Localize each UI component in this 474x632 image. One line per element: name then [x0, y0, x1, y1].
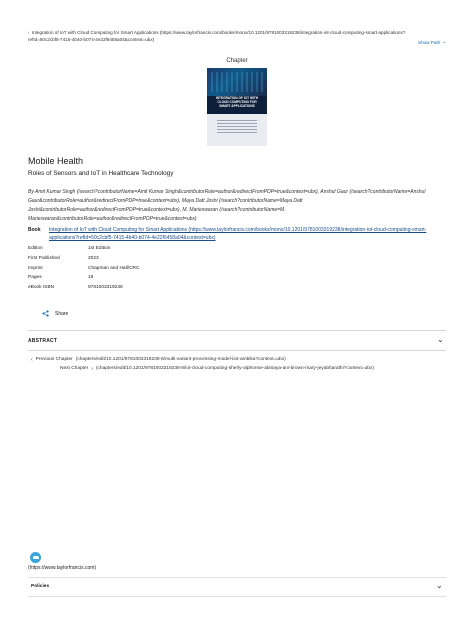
metadata-table [28, 244, 139, 292]
next-chapter-url: (chapters/edit/10.1201/9781003319238-8/iot-cloud-computing-sherly-alphonse-abinaya-ani-brown-mary-jeyabharathi?context=ubx) [95, 366, 374, 371]
cover-artwork [207, 68, 267, 96]
book-link[interactable]: Integration of IoT with Cloud Computing for Smart Applications (https://www.taylorfrancis.com/books/mono/10.1201/9781003319238/integration-iot-cloud-computing-smart-applications?refId=50c2cbf5-7415-4b40-b074-4e22f6458a04&context=ubx) [49, 227, 427, 241]
breadcrumb-link[interactable]: Integration of IoT with Cloud Computing for Smart Applications (https://www.taylorfrancis.com/books/mono/10.1201/9781003319238/integration-iot-cloud-computing-smart-applications?refId=50c2cbf5-7415-4b40-b074-4e22f6458a04&context=ubx) [28, 30, 406, 42]
meta-value: 9781003319238 [88, 285, 123, 291]
show-path-toggle[interactable] [418, 39, 446, 45]
book-row [28, 226, 446, 242]
cover-author-lines [217, 120, 257, 134]
show-path-label: Show Path [418, 39, 441, 45]
meta-row [28, 244, 139, 254]
chevron-right-icon: › [91, 366, 93, 372]
breadcrumb[interactable] [28, 29, 418, 43]
meta-value: 1st Edition [88, 246, 111, 252]
abstract-heading[interactable]: ABSTRACT [28, 338, 58, 344]
meta-value: Chapman and Hall/CRC [88, 265, 140, 271]
meta-value: 19 [88, 275, 94, 281]
author-list[interactable]: By Amit Kumar Singh (/search?contributorName=Amit Kumar Singh&contributorRole=author&redirectFromPDP=true&context=ubx), Anshul Gaur (/search?contributorName=Anshul Gaur&contributorRole=author&redirectFromPDP=true&context=ubx), Maya Datt Joshi (/search?contributorName=Maya Datt Joshi&contributorRole=author&redirectFromPDP=true&context=ubx), M. Marieswaran (/search?contributorName=M. Marieswaran&contributorRole=author&redirectFromPDP=true&context=ubx) [28, 189, 426, 222]
page-subtitle: Roles of Sensors and IoT in Healthcare Technology [28, 170, 174, 177]
previous-chapter-link[interactable] [31, 357, 286, 363]
chevron-left-icon: ‹ [31, 357, 33, 363]
divider [28, 350, 446, 351]
share-icon [42, 310, 49, 317]
book-label: Book [28, 227, 41, 233]
next-chapter-label: Next Chapter [60, 366, 89, 371]
previous-chapter-label: Previous Chapter [35, 357, 73, 362]
home-link[interactable]: (https://www.taylorfrancis.com) [28, 565, 97, 571]
meta-row [28, 263, 139, 273]
policies-heading[interactable]: Policies [31, 584, 50, 589]
divider [28, 330, 446, 331]
chevron-down-icon: ⌄ [442, 39, 447, 45]
book-cover-image[interactable] [207, 68, 267, 146]
meta-key: First Published [28, 256, 60, 262]
page-title: Mobile Health [28, 156, 84, 166]
chevron-left-icon: ‹ [28, 30, 30, 35]
meta-key: Edition [28, 246, 43, 252]
meta-key: Pages [28, 275, 42, 281]
meta-key: eBook ISBN [28, 285, 55, 291]
meta-row [28, 283, 139, 293]
previous-chapter-url: (chapters/edit/10.1201/9781003319238-6/multi-variant-processing-model-iiot-ambika?context=ubx) [75, 357, 286, 362]
next-chapter-link[interactable] [60, 366, 374, 372]
share-label: Share [55, 310, 69, 317]
meta-row [28, 254, 139, 264]
chevron-down-icon[interactable]: ⌄ [437, 335, 444, 344]
divider [28, 577, 446, 578]
meta-row [28, 273, 139, 283]
meta-value: 2023 [88, 256, 99, 262]
chapter-label: Chapter [226, 58, 248, 64]
divider [28, 596, 446, 597]
meta-key: Imprint [28, 265, 43, 271]
chevron-down-icon[interactable]: ⌄ [436, 581, 443, 590]
share-button[interactable] [42, 310, 68, 317]
taylor-francis-logo-icon[interactable] [30, 552, 41, 563]
cover-title: INTEGRATION OF IOT WITH CLOUD COMPUTING FOR SMART APPLICATIONS [215, 96, 259, 108]
